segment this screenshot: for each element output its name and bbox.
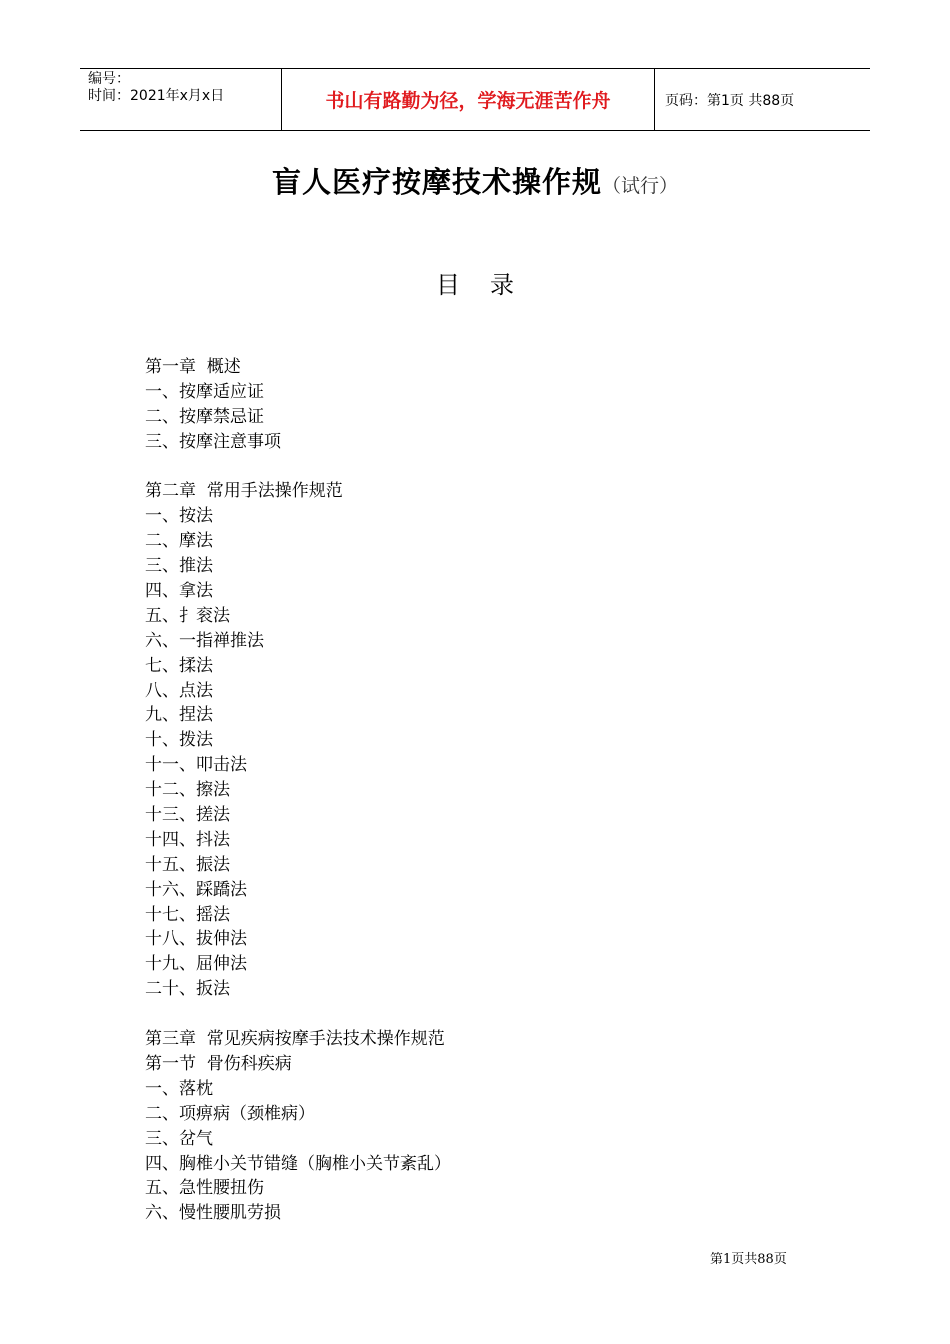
motto-text: 书山有路勤为径，学海无涯苦作舟 xyxy=(325,90,611,112)
toc-entry: 九、捏法 xyxy=(145,705,213,726)
toc-entry: 一、按法 xyxy=(145,506,213,527)
toc-entry: 十三、搓法 xyxy=(145,805,230,826)
toc-spacer xyxy=(145,1002,745,1027)
header-meta xyxy=(80,69,282,130)
toc-entry: 一、按摩适应证 xyxy=(145,381,264,402)
title-main: 盲人医疗按摩技术操作规 xyxy=(271,165,602,199)
toc-entry: 十、拨法 xyxy=(145,730,213,751)
toc-entry: 二、项痹病（颈椎病） xyxy=(145,1103,315,1124)
header-page-info xyxy=(655,69,870,130)
toc-entry: 三、推法 xyxy=(145,556,213,577)
toc-entry: 三、岔气 xyxy=(145,1128,213,1149)
toc-entry: 十八、拔伸法 xyxy=(145,929,247,950)
document-title xyxy=(0,160,950,201)
toc-entry: 十六、踩蹻法 xyxy=(145,879,247,900)
toc-entry: 四、胸椎小关节错缝（胸椎小关节紊乱） xyxy=(145,1153,451,1174)
toc-entry: 二、摩法 xyxy=(145,531,213,552)
toc-entry: 第三章 常见疾病按摩手法技术操作规范 xyxy=(145,1029,445,1050)
toc-entry: 八、点法 xyxy=(145,680,213,701)
time-label: 时间：2021年x月x日 xyxy=(88,88,225,104)
page-info-text: 页码：第1页 共88页 xyxy=(665,92,795,109)
toc-entry: 二十、扳法 xyxy=(145,979,230,1000)
page-header xyxy=(80,68,870,131)
number-label: 编号： xyxy=(88,71,130,87)
toc-entry: 第二章 常用手法操作规范 xyxy=(145,481,343,502)
toc-entry: 四、拿法 xyxy=(145,581,213,602)
toc-entry: 二、按摩禁忌证 xyxy=(145,406,264,427)
toc-entry: 十七、摇法 xyxy=(145,904,230,925)
toc-entry: 五、扌衮法 xyxy=(145,605,230,626)
toc-entry: 六、一指禅推法 xyxy=(145,630,264,651)
toc-spacer xyxy=(145,455,745,480)
toc-entry: 第一章 概述 xyxy=(145,357,241,377)
toc-entry: 六、慢性腰肌劳损 xyxy=(145,1203,281,1224)
toc-entry: 五、急性腰扭伤 xyxy=(145,1178,264,1199)
toc-entry: 十二、擦法 xyxy=(145,780,230,801)
toc-entry: 十五、振法 xyxy=(145,854,230,875)
toc-entry: 十九、屈伸法 xyxy=(145,954,247,975)
toc-entry: 十四、抖法 xyxy=(145,829,230,850)
table-of-contents xyxy=(145,355,745,1226)
toc-heading: 目录 xyxy=(436,271,544,299)
toc-entry: 第一节 骨伤科疾病 xyxy=(145,1053,292,1074)
page-footer: 第1页共88页 xyxy=(710,1252,787,1267)
header-motto xyxy=(282,69,655,130)
toc-entry: 十一、叩击法 xyxy=(145,755,247,776)
toc-entry: 三、按摩注意事项 xyxy=(145,431,281,452)
toc-entry: 一、落枕 xyxy=(145,1078,213,1099)
toc-entry: 七、揉法 xyxy=(145,655,213,676)
title-suffix: （试行） xyxy=(602,175,679,197)
